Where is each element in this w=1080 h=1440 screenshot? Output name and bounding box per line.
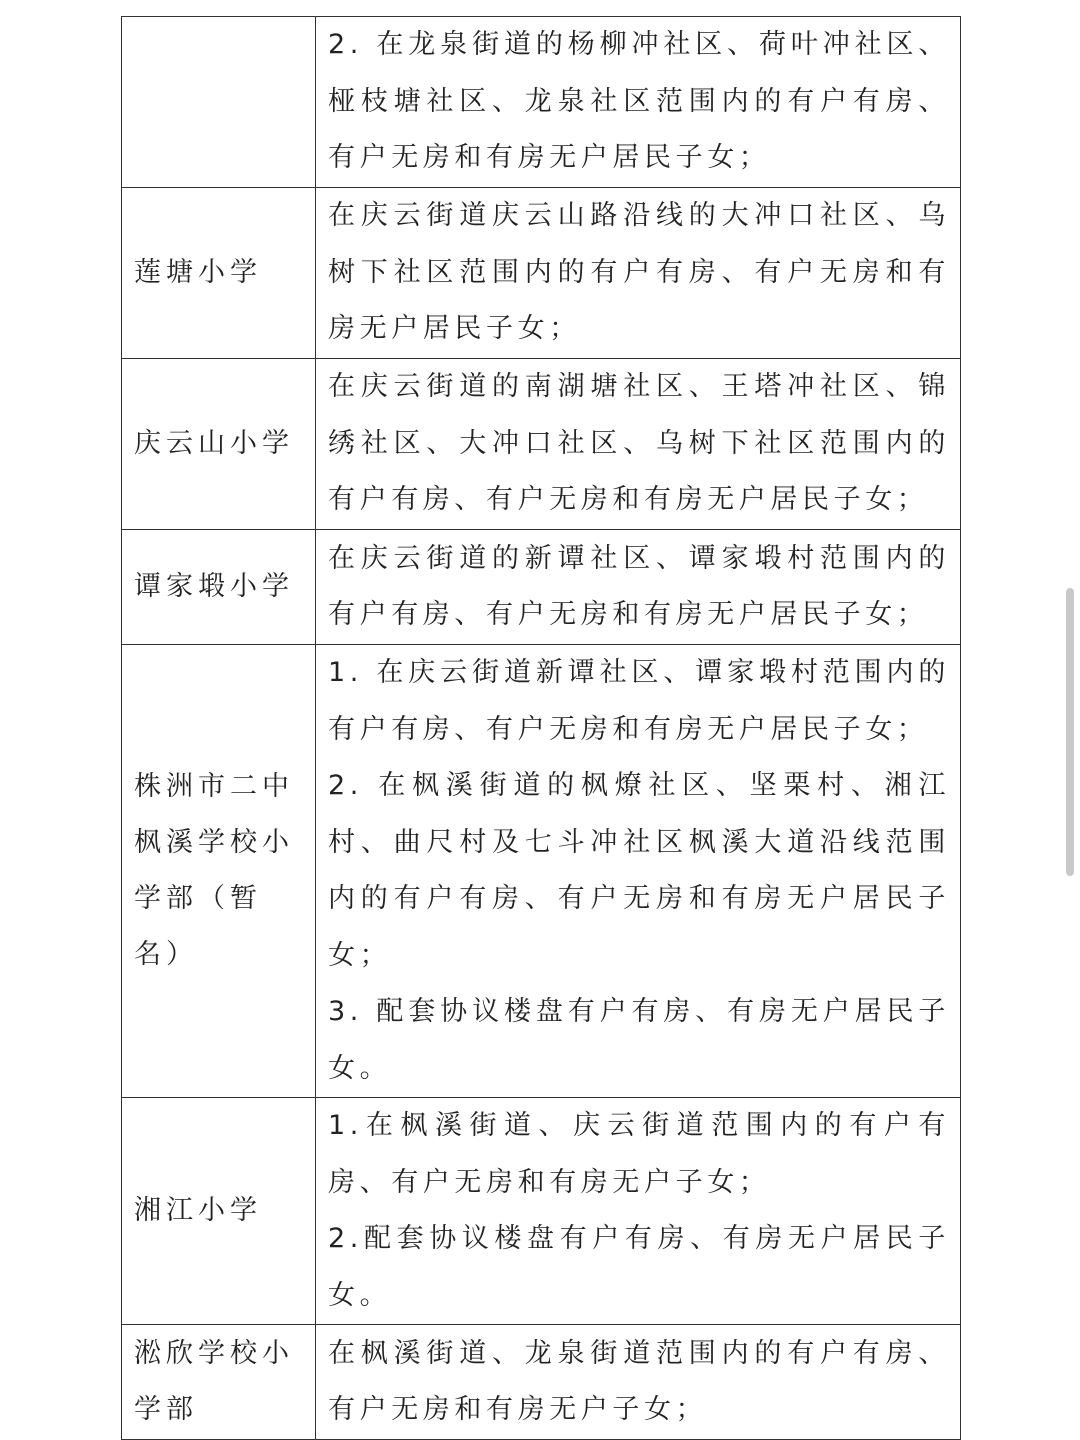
enrollment-range-cell — [316, 645, 961, 1098]
enrollment-range-cell — [316, 188, 961, 359]
enrollment-range-cell — [316, 359, 961, 530]
school-name-cell: 淞欣学校小学部 — [122, 1325, 316, 1440]
scrollbar-thumb[interactable] — [1066, 588, 1074, 876]
range-paragraph: 2. 在枫溪街道的枫燎社区、坚栗村、湘江村、曲尺村及七斗冲社区枫溪大道沿线范围内的有户有房、有户无房和有房无户居民子女； — [328, 770, 950, 971]
range-paragraph: 3. 配套协议楼盘有户有房、有房无户居民子女。 — [328, 996, 950, 1084]
enrollment-range-cell — [316, 17, 961, 188]
school-name-cell: 谭家塅小学 — [122, 530, 316, 645]
table-row — [122, 188, 961, 359]
range-paragraph: 在庆云街道的新谭社区、谭家塅村范围内的有户有房、有户无房和有房无户居民子女； — [328, 542, 950, 630]
range-paragraph: 1. 在庆云街道新谭社区、谭家塅村范围内的有户有房、有户无房和有房无户居民子女； — [328, 657, 950, 745]
school-name-cell: 庆云山小学 — [122, 359, 316, 530]
table-row — [122, 645, 961, 1098]
school-name-cell: 株洲市二中枫溪学校小学部（暂名） — [122, 645, 316, 1098]
enrollment-zone-table — [121, 16, 961, 1440]
school-name-cell: 湘江小学 — [122, 1098, 316, 1325]
table-row — [122, 17, 961, 188]
table-row — [122, 1098, 961, 1325]
range-paragraph: 2. 在龙泉街道的杨柳冲社区、荷叶冲社区、桠枝塘社区、龙泉社区范围内的有户有房、有户无房和有房无户居民子女； — [328, 29, 950, 174]
vertical-scrollbar[interactable] — [1066, 588, 1074, 876]
table-row — [122, 530, 961, 645]
range-paragraph: 2.配套协议楼盘有户有房、有房无户居民子女。 — [328, 1223, 950, 1311]
range-paragraph: 1.在枫溪街道、庆云街道范围内的有户有房、有户无房和有房无户子女； — [328, 1110, 950, 1198]
range-paragraph: 在庆云街道庆云山路沿线的大冲口社区、乌树下社区范围内的有户有房、有户无房和有房无户居民子女； — [328, 200, 950, 345]
range-paragraph: 在庆云街道的南湖塘社区、王塔冲社区、锦绣社区、大冲口社区、乌树下社区范围内的有户有房、有户无房和有房无户居民子女； — [328, 371, 950, 516]
enrollment-range-cell — [316, 1098, 961, 1325]
school-name-cell: 莲塘小学 — [122, 188, 316, 359]
table-row — [122, 359, 961, 530]
enrollment-range-cell — [316, 530, 961, 645]
enrollment-range-cell — [316, 1325, 961, 1440]
table-row — [122, 1325, 961, 1440]
range-paragraph: 在枫溪街道、龙泉街道范围内的有户有房、有户无房和有房无户子女； — [328, 1337, 950, 1425]
school-name-cell — [122, 17, 316, 188]
